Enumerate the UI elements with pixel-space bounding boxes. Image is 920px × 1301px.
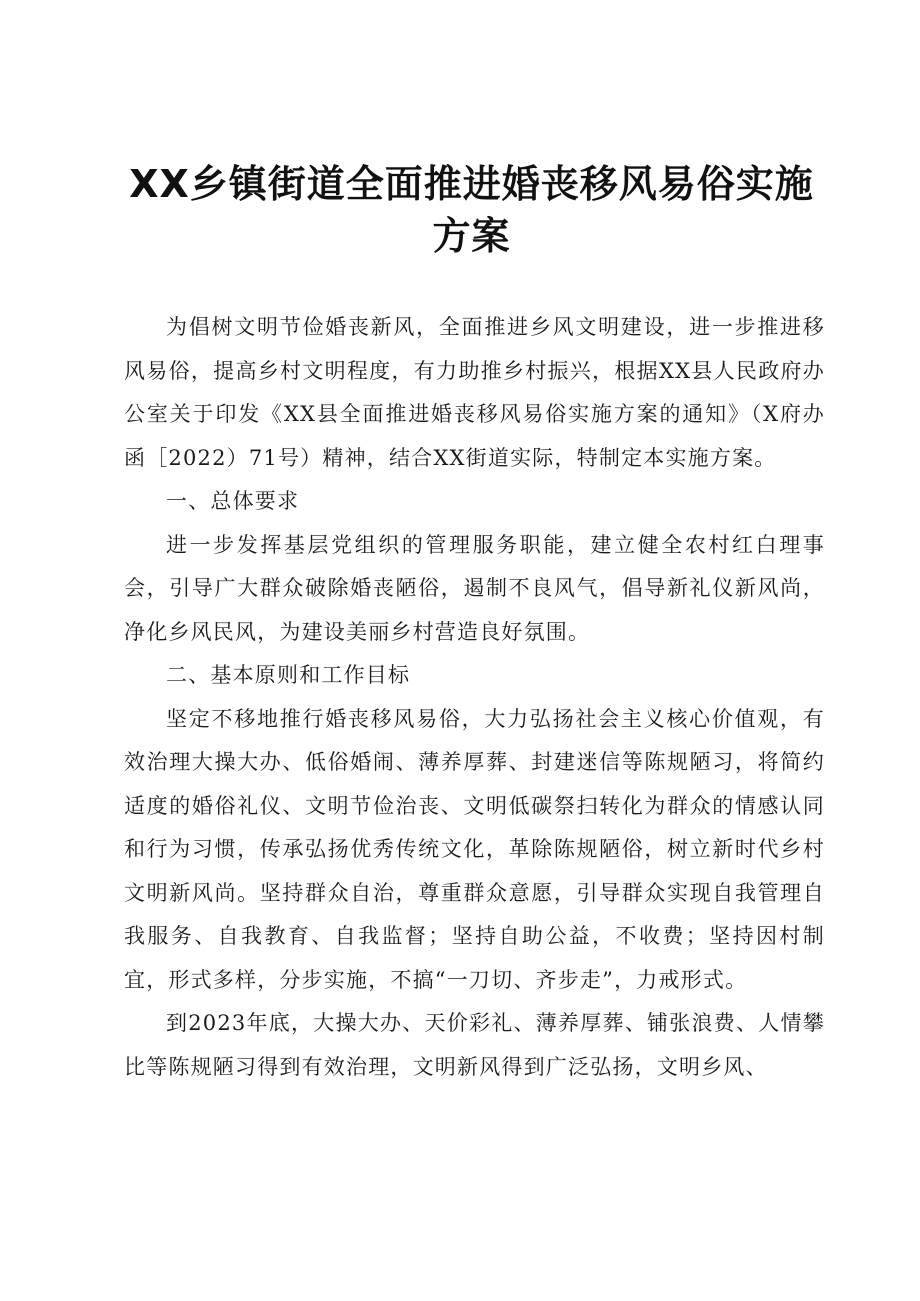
- section-heading-principles-goals: 二、基本原则和工作目标: [166, 663, 411, 687]
- document-title: XX乡镇街道全面推进婚丧移风易俗实施方案: [129, 162, 814, 258]
- section-heading-general-requirements: 一、总体要求: [166, 489, 300, 513]
- paragraph-goals: 到2023年底，大操大办、天价彩礼、薄养厚葬、铺张浪费、人情攀比等陈规陋习得到有效治理，文明新风得到广泛弘扬，文明乡风、: [124, 1011, 825, 1079]
- paragraph-intro: 为倡树文明节俭婚丧新风，全面推进乡风文明建设，进一步推进移风易俗，提高乡村文明程度，有力助推乡村振兴，根据XX县人民政府办公室关于印发《XX县全面推进婚丧移风易俗实施方案的通知》（X府办函［2022）71号）精神，结合XX街道实际，特制定本实施方案。: [124, 315, 825, 470]
- paragraph-principles: 坚定不移地推行婚丧移风易俗，大力弘扬社会主义核心价值观，有效治理大操大办、低俗婚闹、薄养厚葬、封建迷信等陈规陋习，将简约适度的婚俗礼仪、文明节俭治丧、文明低碳祭扫转化为群众的情感认同和行为习惯，传承弘扬优秀传统文化，革除陈规陋俗，树立新时代乡村文明新风尚。坚持群众自治，尊重群众意愿，引导群众实现自我管理自我服务、自我教育、自我监督；坚持自助公益，不收费；坚持因村制宜，形式多样，分步实施，不搞“一刀切、齐步走”，力戒形式。: [124, 706, 825, 992]
- paragraph-general-requirements: 进一步发挥基层党组织的管理服务职能，建立健全农村红白理事会，引导广大群众破除婚丧陋俗，遏制不良风气，倡导新礼仪新风尚，净化乡风民风，为建设美丽乡村营造良好氛围。: [124, 532, 825, 644]
